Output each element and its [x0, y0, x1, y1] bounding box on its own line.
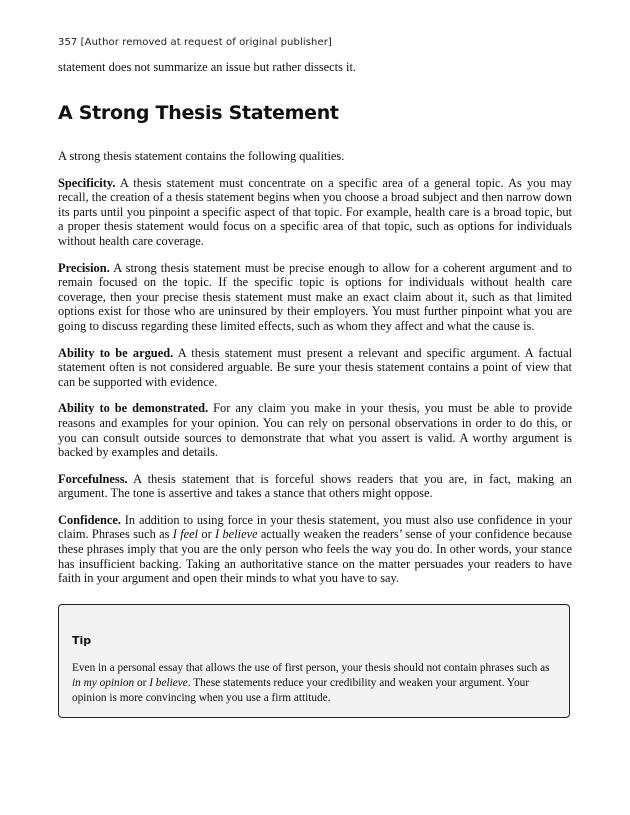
emphasis-phrase: I believe: [215, 527, 258, 542]
quality-ability-to-be-demonstrated: [58, 401, 572, 459]
tip-callout-box: [58, 604, 570, 718]
quality-term: Specificity.: [58, 175, 116, 190]
quality-text: actually weaken the readers’ sense of your confidence because these phrases imply that you are the only person who feels the way you do. In other words, your stance has insufficient backing. Taking an authoritative stance on the matter persuades your readers to have faith in your argument and open their minds to what you have to say.: [58, 527, 572, 586]
tip-text-part: or: [134, 677, 150, 689]
quality-term: Confidence.: [58, 512, 121, 527]
quality-text: A thesis statement must present a relevant and specific argument. A factual statement often is not considered arguable. Be sure your thesis statement contains a point of view that can be supported with evidence.: [58, 345, 573, 389]
emphasis-phrase: in my opinion: [72, 677, 135, 689]
continued-paragraph-line: statement does not summarize an issue but rather dissects it.: [58, 60, 356, 74]
tip-text: [72, 661, 556, 706]
section-title: A Strong Thesis Statement: [58, 102, 339, 124]
quality-text: A thesis statement that is forceful shows readers that you are, in fact, making an argument. The tone is assertive and takes a stance that others might oppose.: [58, 471, 572, 501]
emphasis-phrase: I feel: [172, 527, 199, 542]
quality-text: For any claim you make in your thesis, you must be able to provide reasons and examples for your opinion. You can rely on personal observations in order to do this, or you can consult outside sources to demonstrate that what you assert is valid. A worthy argument is backed by examples and details.: [58, 401, 572, 460]
quality-term: Ability to be demonstrated.: [58, 401, 209, 416]
quality-text: A thesis statement must concentrate on a specific area of a general topic. As you may recall, the creation of a thesis statement begins when you choose a broad subject and then narrow down its parts until you pinpoint a specific aspect of that topic. For example, health care is a broad topic, but a proper thesis statement would focus on a specific area of that topic, such as options for individuals without health care coverage.: [58, 175, 572, 248]
page-content: [58, 36, 572, 598]
quality-forcefulness: [58, 472, 572, 501]
tip-text-part: . These statements reduce your credibility and weaken your argument. Your opinion is more convincing when you use a firm attitude.: [72, 677, 530, 704]
quality-precision: [58, 261, 572, 334]
quality-term: Forcefulness.: [58, 471, 128, 486]
quality-term: Precision.: [58, 260, 110, 275]
emphasis-phrase: I believe: [149, 677, 188, 689]
tip-title: Tip: [72, 634, 92, 647]
quality-text: In addition to using force in your thesis statement, you must also use confidence in your claim. Phrases such as: [58, 512, 572, 542]
section-intro: A strong thesis statement contains the following qualities.: [58, 149, 345, 163]
quality-text: A strong thesis statement must be precise enough to allow for a coherent argument and to remain focused on the topic. If the specific topic is options for individuals without health care coverage, then your precise thesis statement must make an exact claim about it, such as that limited options exist for those who are uninsured by their employers. You must further pinpoint what you are going to discuss regarding these limited effects, such as whom they affect and what the cause is.: [58, 260, 572, 333]
quality-term: Ability to be argued.: [58, 345, 174, 360]
quality-text: or: [198, 527, 216, 542]
tip-text-part: Even in a personal essay that allows the use of first person, your thesis should not contain phrases such as: [72, 662, 550, 674]
quality-confidence: [58, 513, 572, 586]
quality-ability-to-be-argued: [58, 346, 572, 390]
quality-specificity: [58, 176, 572, 249]
running-header: 357 [Author removed at request of original publisher]: [58, 37, 332, 48]
